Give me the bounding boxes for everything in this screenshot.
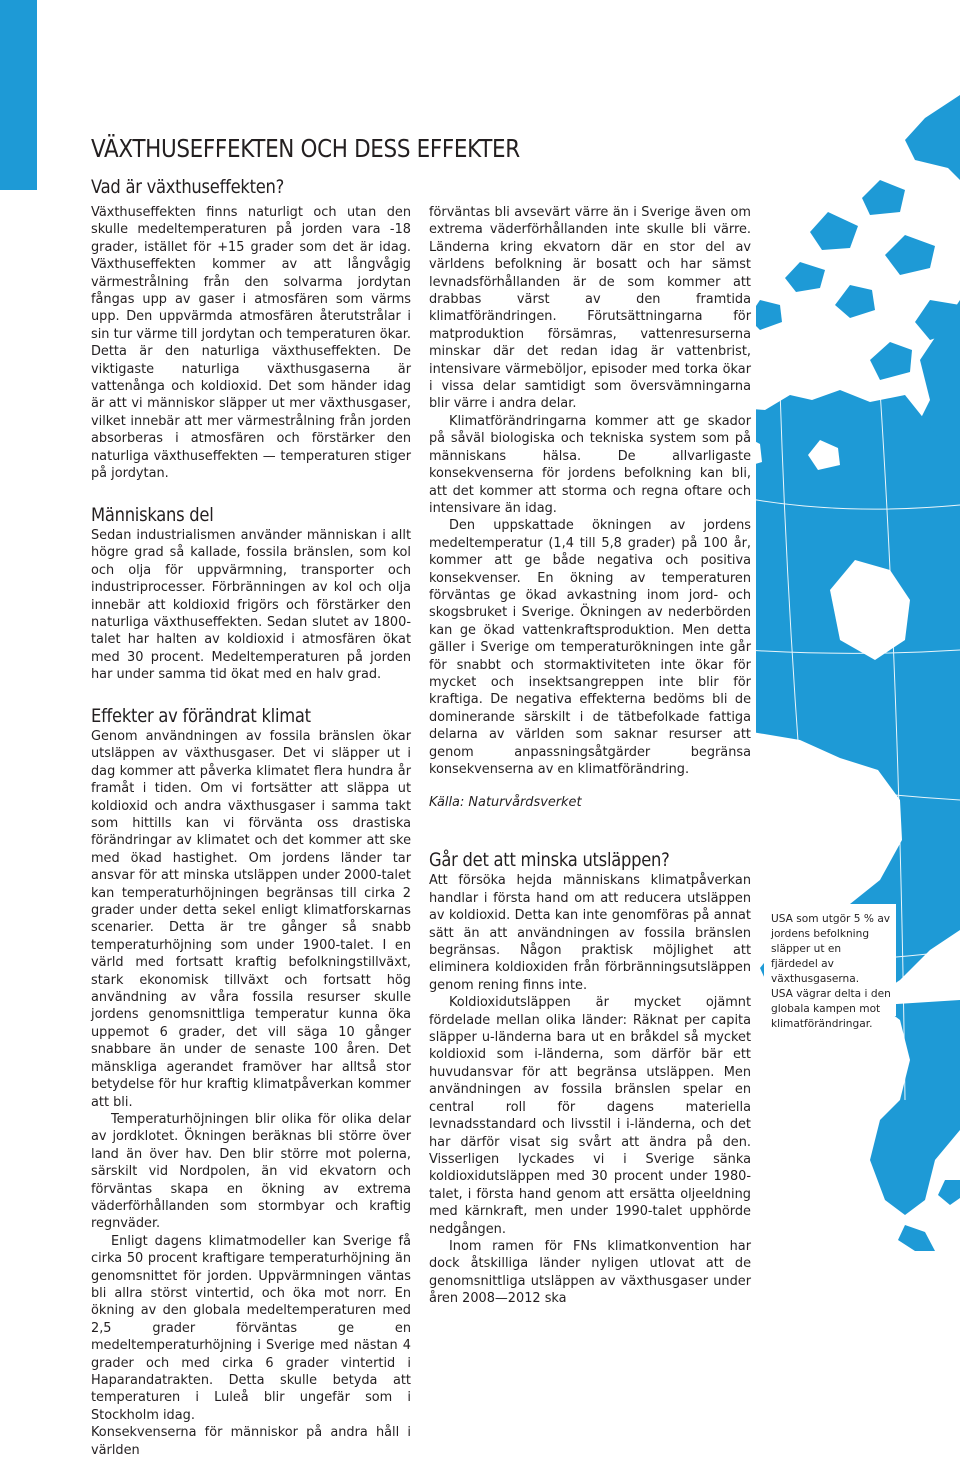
page-title: VÄXTHUSEFFEKTEN OCH DESS EFFEKTER [91,134,520,163]
effects-paragraph-2: Temperaturhöjningen blir olika för olika delar av jordklotet. Ökningen beräknas bli större över land än över hav. Den blir större mot polerna, särskilt vid Nordpolen, än vid ekvatorn och förväntas skapa en ökning av extrema väderförhållanden som stormbyar och kraftig regnväder. [91,1111,411,1232]
effects-paragraph-4: Konsekvenserna för människor på andra håll i världen [91,1425,411,1458]
effects-paragraph-1: Genom användningen av fossila bränslen ökar utsläppen av växthusgaser. Det vi släpper ut i dag kommer att påverka klimatet flera hundra år framåt i tiden. Om vi fortsätter att släppa ut koldioxid och andra växthusgaser i samma takt som hittills kan vi förvänta oss drastiska förändringar av klimatet och det kommer att ske med ökad hastighet. Om jordens länder tar ansvar för att minska utsläppen under 2000-talet kan temperaturhöjningen begränsas till cirka 2 grader under detta sekel enligt klimatforskarnas scenarier. Detta är tre gånger så snabb temperaturhöjning som under 1900-talet. I en värld med fortsatt kraftig befolkningstillväxt, stark ekonomisk tillväxt och fortsatt hög användning av våra fossila resurser skulle jordens genomsnittliga temperatur kunna öka uppemot 6 grader, det vill säga 10 gånger snabbare än under de senaste 100 åren. Det mänskliga agerandet framöver har alltså stor betydelse för hur kraftig klimatpåverkan kommer att bli. [91,728,411,1110]
effects-continued-2: Klimatförändringarna kommer att ge skador på såväl biologiska och tekniska system som på människans hälsa. De allvarligaste konsekvenserna för jordens befolkning kan bli, att det kommer att storma och regna oftare och intensivare än idag. [429,413,751,516]
effects-continued-1: förväntas bli avsevärt värre än i Sverige även om extrema väderförhållanden inte skulle bli värre. Länderna kring ekvatorn där en stor del av världens befolkning är bosatt och har sämst levnadsförhållanden är de som kommer att drabbas värst av den framtida klimatförändringen. Förutsättningarna för matproduktion försämras, vattenresurserna minskar där det redan idag är vattenbrist, intensivare värmeböljor, episoder med torka ökar i vissa delar samtidigt som översvämningarna blir värre i andra delar. [429,205,751,412]
effects-continued-3: Den uppskattade ökningen av jordens medeltemperatur (1,4 till 5,8 grader) på 100 år, kommer att ge både negativa och positiva konsekvenser. En ökning av temperaturen förväntas ge ökad avkastning inom jord- och skogsbruket i Sverige. Ökningen av nederbörden kan ge ökad vattenkraftsproduktion. Men detta gäller i Sverige om temperaturökningen inte går för snabbt och stormaktiviteten inte ökar för mycket och insektsangreppen inte blir för kraftiga. De negativa effekterna bedöms bli de dominerande särskilt i de tätbefolkade fattiga delarna av världen som saknar resurser att genom anpassningsåtgärder begränsa konsekvenserna av en klimatförändring. [429,518,751,777]
intro-paragraph: Växthuseffekten finns naturligt och utan den skulle medeltemperaturen på jorden vara -18 grader, istället för +15 grader som det är idag. Växthuseffekten kommer av att långvågig värmestrålning från den solvarma jordytan fångas upp av gaser i atmosfären som värms upp. Den uppvärmda atmosfären återutstrålar i sin tur värme till jordytan och temperaturen ökar. Detta är den naturliga växthuseffekten. De viktigaste naturliga växthusgaserna är vattenånga och koldioxid. Det som händer idag är att vi människor släpper ut mer växthusgaser, vilket innebär att mer värmestrålning från jorden absorberas i atmosfären och förstärker den naturliga växthuseffekten — temperaturen stiger på jordytan. [91,205,411,482]
usa-side-note [771,912,891,1032]
side-note-line-1: USA som utgör 5 % av jordens befolkning släpper ut en fjärdedel av växthusgaserna. [771,913,891,985]
effects-paragraph-3: Enligt dagens klimatmodeller kan Sverige få cirka 50 procent kraftigare temperaturhöjning än genomsnittet för jorden. Uppvärmningen väntas bli allra störst vintertid, och öka mot norr. En ökning av den globala medeltemperaturen med 2,5 grader förväntas ge en medeltemperaturhöjning i Sverige med nästan 4 grader och med cirka 6 grader vintertid i Haparandatrakten. Detta skulle betyda att temperaturen i Luleå blir ungefär som i Stockholm idag. [91,1233,411,1423]
reduce-paragraph-2: Koldioxidutsläppen är mycket ojämnt fördelade mellan olika länder: Räknat per capita släpper u-länderna bara ut en bråkdel så mycket koldioxid som i-länderna, som därför bär ett huvudansvar för att begränsa utsläppen. Men användningen av fossila bränslen spelar en central roll för dagens materiella levnadsstandard och livsstil i i-länderna, och det har därför visat sig svårt att ändra på den. Visserligen lyckades vi i Sverige sänka koldioxidutsläppen med 30 procent under 1980-talet, i första hand genom att ersätta oljeeldning med kärnkraft, men under 1990-talet upphörde nedgången. [429,995,751,1237]
reduce-paragraph-3: Inom ramen för FNs klimatkonvention har dock åtskilliga länder nyligen utlovat att de genomsnittliga utsläppen av växthusgaser under åren 2008—2012 ska [429,1238,751,1307]
reduce-paragraph-1: Att försöka hejda människans klimatpåverkan handlar i första hand om att reducera utsläppen av koldioxid. Detta kan inte genomföras på annat sätt än att användningen av fossila bränslen begränsas. Någon praktisk möjlighet att eliminera koldioxiden från förbränningsutsläppen genom rening finns inte. [429,873,751,993]
human-paragraph: Sedan industrialismen använder människan i allt högre grad så kallade, fossila bränslen, som kol och olja för uppvärmning, transporter och industriprocesser. Förbränningen av kol och olja innebär att koldioxid frigörs och förstärker den naturliga växthuseffekten. Sedan slutet av 1800-talet har halten av koldioxid i atmosfären ökat med 30 procent. Medeltemperaturen på jorden har under samma tid ökat med en halv grad. [91,527,411,683]
right-column-top [429,204,751,812]
heading-human: Människans del [91,503,214,526]
heading-reduce: Går det att minska utsläppen? [429,849,670,871]
heading-intro: Vad är växthuseffekten? [91,176,285,198]
source-credit: Källa: Naturvårdsverket [429,795,582,811]
side-note-line-2: USA vägrar delta i den globala kampen mot klimatförändringar. [771,988,891,1030]
right-column-bottom [429,849,751,1308]
heading-effects: Effekter av förändrat klimat [91,704,311,727]
left-column [91,204,411,1459]
